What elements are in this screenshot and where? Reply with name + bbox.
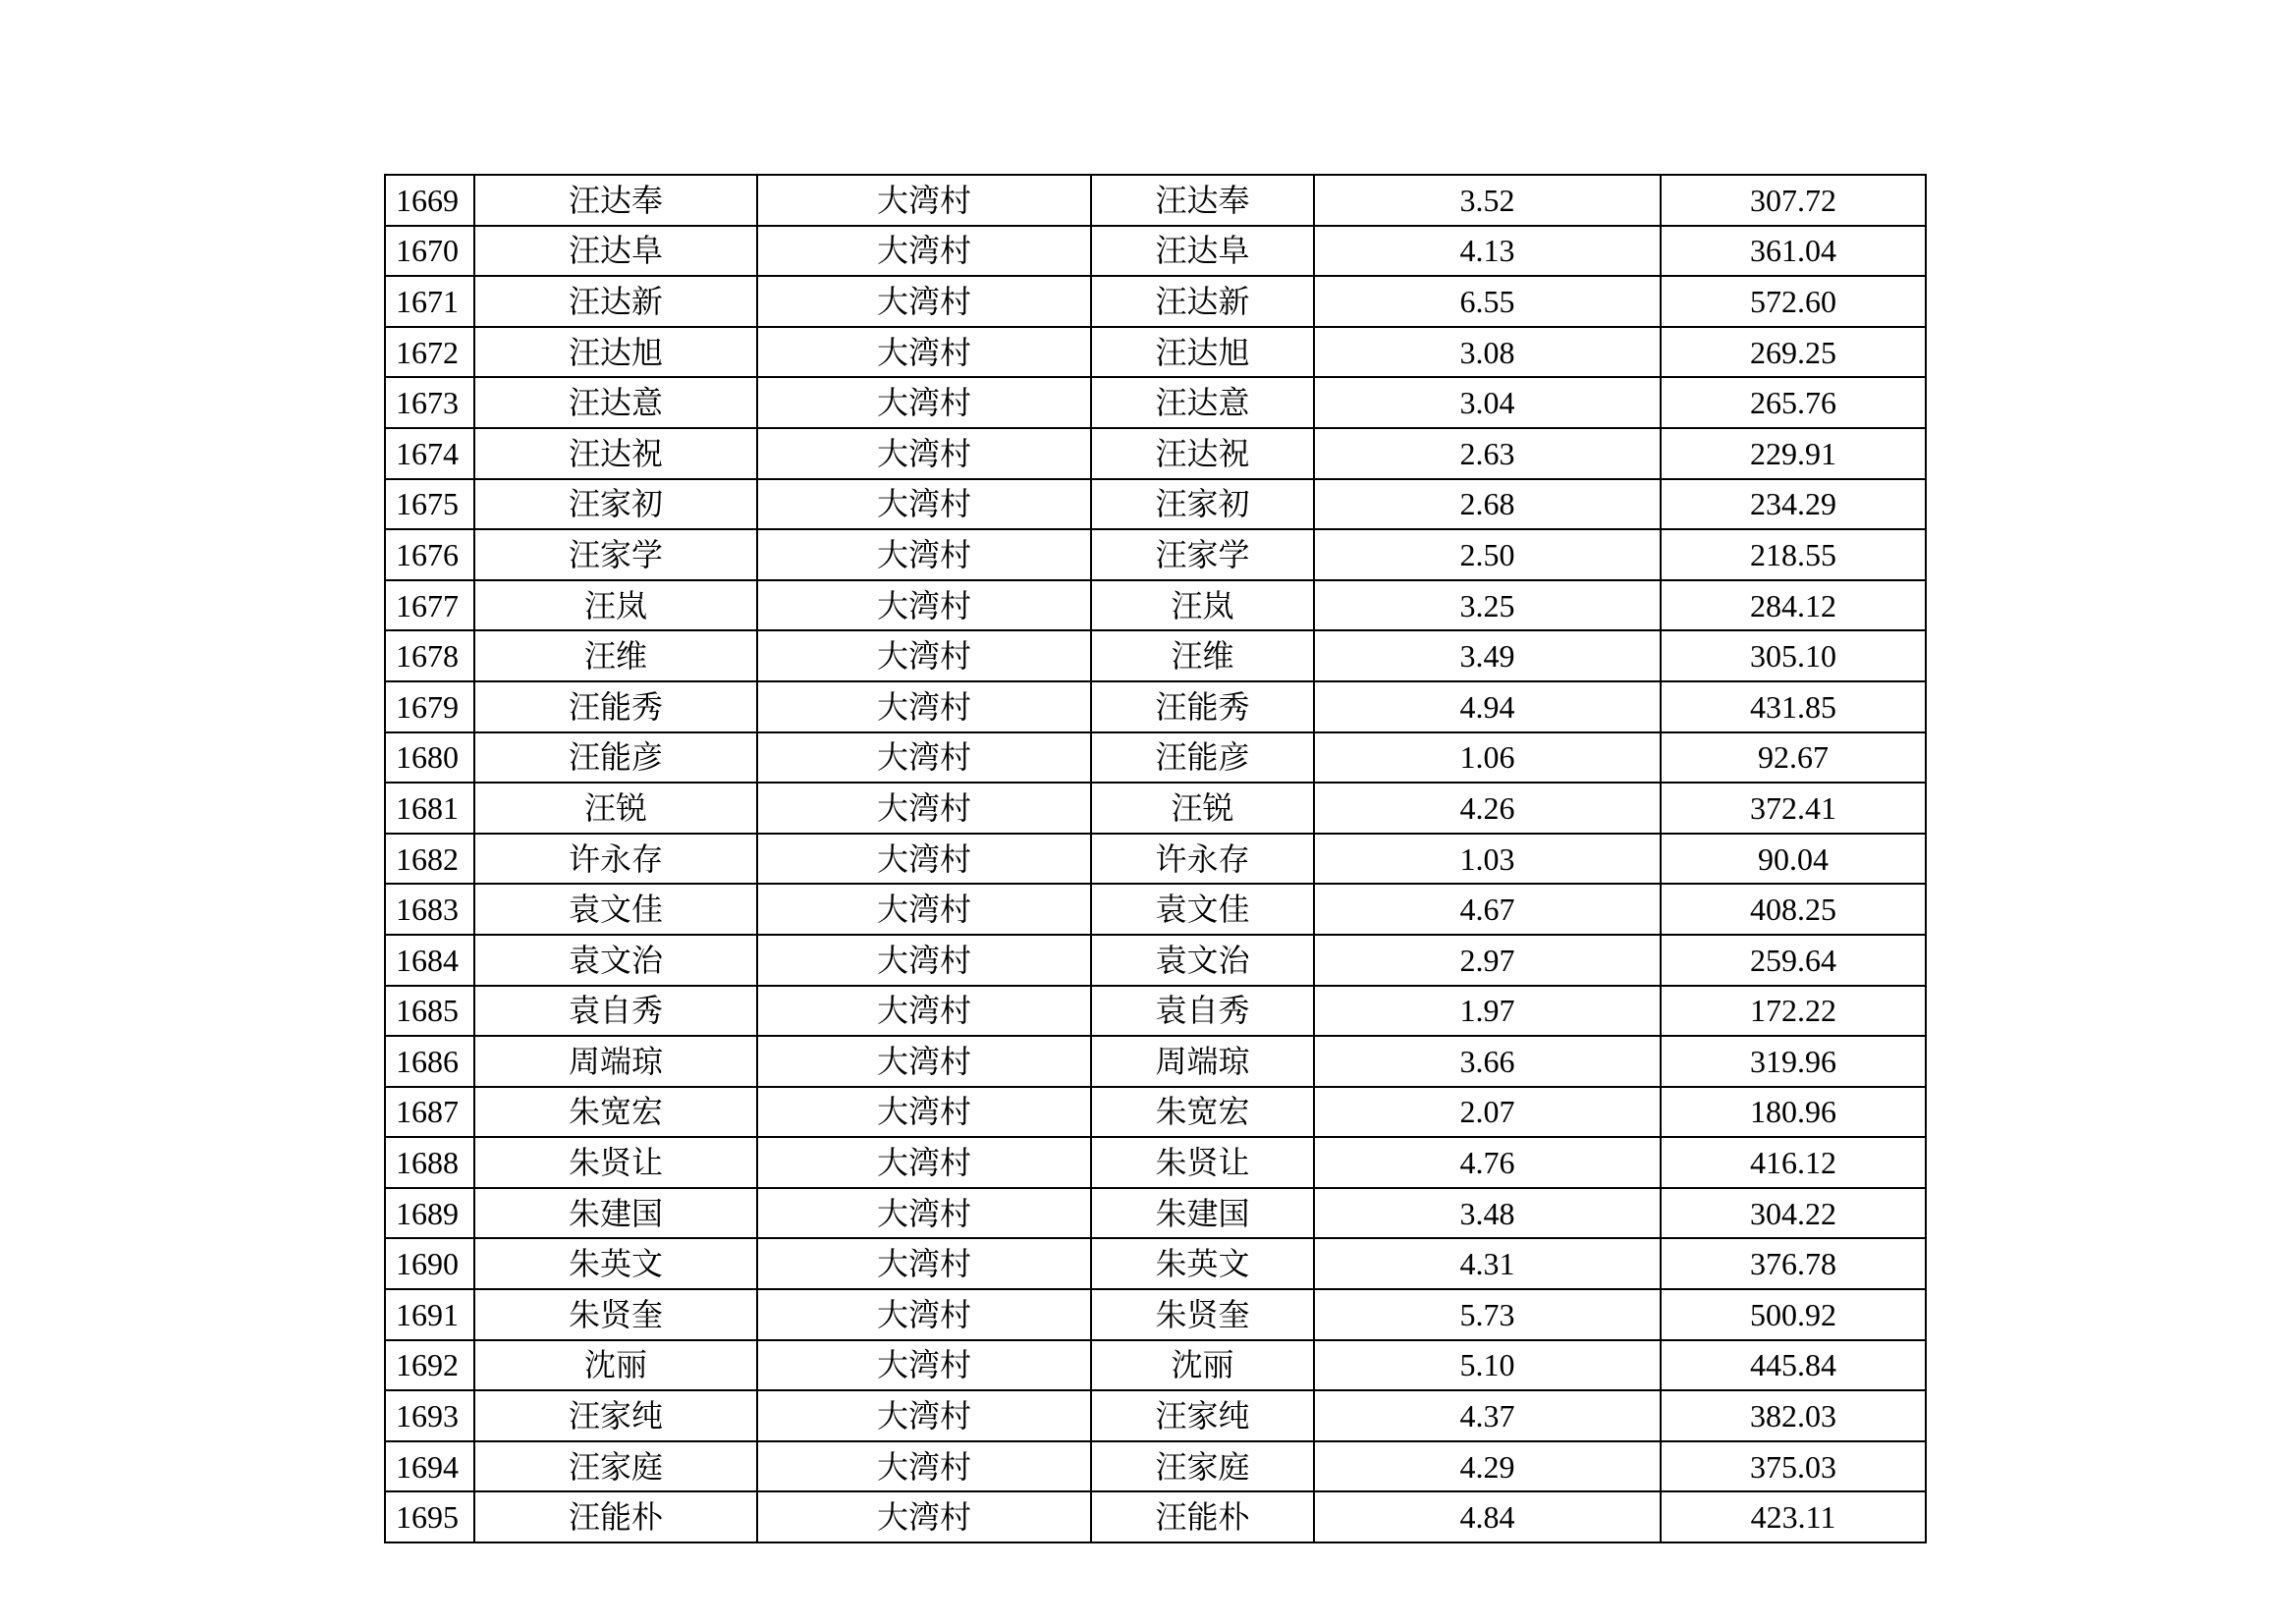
- area-cell: 4.31: [1314, 1238, 1661, 1289]
- village-cell: 大湾村: [757, 1289, 1091, 1340]
- row-number-cell: 1691: [385, 1289, 474, 1340]
- area-cell: 3.66: [1314, 1036, 1661, 1087]
- holder-cell: 汪达新: [1091, 276, 1314, 327]
- name-cell: 汪达新: [474, 276, 757, 327]
- row-number-cell: 1685: [385, 986, 474, 1037]
- table-row: [385, 428, 1926, 479]
- holder-cell: 朱贤让: [1091, 1137, 1314, 1188]
- amount-cell: 284.12: [1661, 580, 1926, 631]
- holder-cell: 朱建国: [1091, 1188, 1314, 1239]
- area-cell: 4.26: [1314, 783, 1661, 834]
- name-cell: 朱贤奎: [474, 1289, 757, 1340]
- village-cell: 大湾村: [757, 1340, 1091, 1391]
- name-cell: 汪达意: [474, 377, 757, 428]
- table-row: [385, 1087, 1926, 1138]
- area-cell: 4.13: [1314, 226, 1661, 277]
- name-cell: 汪达阜: [474, 226, 757, 277]
- amount-cell: 234.29: [1661, 479, 1926, 530]
- row-number-cell: 1680: [385, 732, 474, 784]
- name-cell: 朱贤让: [474, 1137, 757, 1188]
- amount-cell: 431.85: [1661, 681, 1926, 732]
- table-row: [385, 327, 1926, 378]
- area-cell: 2.97: [1314, 935, 1661, 986]
- table-row: [385, 226, 1926, 277]
- amount-cell: 375.03: [1661, 1441, 1926, 1492]
- amount-cell: 92.67: [1661, 732, 1926, 784]
- holder-cell: 汪家学: [1091, 529, 1314, 580]
- area-cell: 1.97: [1314, 986, 1661, 1037]
- village-cell: 大湾村: [757, 580, 1091, 631]
- row-number-cell: 1679: [385, 681, 474, 732]
- holder-cell: 朱英文: [1091, 1238, 1314, 1289]
- holder-cell: 周端琼: [1091, 1036, 1314, 1087]
- table-row: [385, 276, 1926, 327]
- area-cell: 3.25: [1314, 580, 1661, 631]
- village-cell: 大湾村: [757, 1238, 1091, 1289]
- area-cell: 4.29: [1314, 1441, 1661, 1492]
- table-row: [385, 935, 1926, 986]
- holder-cell: 汪锐: [1091, 783, 1314, 834]
- area-cell: 2.68: [1314, 479, 1661, 530]
- table-row: [385, 529, 1926, 580]
- village-cell: 大湾村: [757, 226, 1091, 277]
- village-cell: 大湾村: [757, 1137, 1091, 1188]
- holder-cell: 沈丽: [1091, 1340, 1314, 1391]
- area-cell: 3.48: [1314, 1188, 1661, 1239]
- amount-cell: 376.78: [1661, 1238, 1926, 1289]
- holder-cell: 许永存: [1091, 834, 1314, 885]
- table-row: [385, 1238, 1926, 1289]
- name-cell: 汪达奉: [474, 175, 757, 226]
- holder-cell: 汪维: [1091, 630, 1314, 681]
- holder-cell: 汪能秀: [1091, 681, 1314, 732]
- village-cell: 大湾村: [757, 1441, 1091, 1492]
- amount-cell: 361.04: [1661, 226, 1926, 277]
- table-row: [385, 377, 1926, 428]
- village-cell: 大湾村: [757, 529, 1091, 580]
- holder-cell: 袁文治: [1091, 935, 1314, 986]
- area-cell: 4.76: [1314, 1137, 1661, 1188]
- area-cell: 6.55: [1314, 276, 1661, 327]
- name-cell: 汪达祝: [474, 428, 757, 479]
- row-number-cell: 1669: [385, 175, 474, 226]
- row-number-cell: 1694: [385, 1441, 474, 1492]
- area-cell: 3.49: [1314, 630, 1661, 681]
- name-cell: 许永存: [474, 834, 757, 885]
- area-cell: 4.94: [1314, 681, 1661, 732]
- area-cell: 5.10: [1314, 1340, 1661, 1391]
- amount-cell: 304.22: [1661, 1188, 1926, 1239]
- village-cell: 大湾村: [757, 935, 1091, 986]
- village-cell: 大湾村: [757, 1390, 1091, 1441]
- village-cell: 大湾村: [757, 834, 1091, 885]
- amount-cell: 408.25: [1661, 884, 1926, 935]
- table-row: [385, 580, 1926, 631]
- name-cell: 袁文佳: [474, 884, 757, 935]
- area-cell: 2.63: [1314, 428, 1661, 479]
- amount-cell: 90.04: [1661, 834, 1926, 885]
- table-row: [385, 884, 1926, 935]
- village-cell: 大湾村: [757, 681, 1091, 732]
- holder-cell: 袁自秀: [1091, 986, 1314, 1037]
- area-cell: 3.08: [1314, 327, 1661, 378]
- table-row: [385, 1188, 1926, 1239]
- row-number-cell: 1678: [385, 630, 474, 681]
- holder-cell: 汪达旭: [1091, 327, 1314, 378]
- holder-cell: 汪达阜: [1091, 226, 1314, 277]
- amount-cell: 319.96: [1661, 1036, 1926, 1087]
- row-number-cell: 1681: [385, 783, 474, 834]
- name-cell: 汪达旭: [474, 327, 757, 378]
- name-cell: 汪维: [474, 630, 757, 681]
- village-cell: 大湾村: [757, 377, 1091, 428]
- holder-cell: 汪达奉: [1091, 175, 1314, 226]
- table-row: [385, 630, 1926, 681]
- village-cell: 大湾村: [757, 630, 1091, 681]
- row-number-cell: 1672: [385, 327, 474, 378]
- amount-cell: 259.64: [1661, 935, 1926, 986]
- area-cell: 4.67: [1314, 884, 1661, 935]
- row-number-cell: 1693: [385, 1390, 474, 1441]
- amount-cell: 305.10: [1661, 630, 1926, 681]
- amount-cell: 445.84: [1661, 1340, 1926, 1391]
- area-cell: 1.06: [1314, 732, 1661, 784]
- table-row: [385, 783, 1926, 834]
- village-cell: 大湾村: [757, 327, 1091, 378]
- table-row: [385, 175, 1926, 226]
- village-cell: 大湾村: [757, 175, 1091, 226]
- name-cell: 汪能彦: [474, 732, 757, 784]
- village-cell: 大湾村: [757, 986, 1091, 1037]
- area-cell: 4.37: [1314, 1390, 1661, 1441]
- row-number-cell: 1688: [385, 1137, 474, 1188]
- table-row: [385, 681, 1926, 732]
- amount-cell: 416.12: [1661, 1137, 1926, 1188]
- amount-cell: 229.91: [1661, 428, 1926, 479]
- name-cell: 汪岚: [474, 580, 757, 631]
- table-row: [385, 479, 1926, 530]
- table-row: [385, 986, 1926, 1037]
- area-cell: 1.03: [1314, 834, 1661, 885]
- village-cell: 大湾村: [757, 479, 1091, 530]
- holder-cell: 汪家纯: [1091, 1390, 1314, 1441]
- row-number-cell: 1676: [385, 529, 474, 580]
- table-row: [385, 1491, 1926, 1542]
- table-row: [385, 1441, 1926, 1492]
- area-cell: 3.52: [1314, 175, 1661, 226]
- holder-cell: 朱宽宏: [1091, 1087, 1314, 1138]
- table-body: [385, 175, 1926, 1542]
- name-cell: 袁自秀: [474, 986, 757, 1037]
- name-cell: 汪家庭: [474, 1441, 757, 1492]
- village-cell: 大湾村: [757, 783, 1091, 834]
- holder-cell: 汪岚: [1091, 580, 1314, 631]
- row-number-cell: 1682: [385, 834, 474, 885]
- amount-cell: 382.03: [1661, 1390, 1926, 1441]
- amount-cell: 372.41: [1661, 783, 1926, 834]
- name-cell: 汪能秀: [474, 681, 757, 732]
- row-number-cell: 1684: [385, 935, 474, 986]
- row-number-cell: 1690: [385, 1238, 474, 1289]
- name-cell: 朱建国: [474, 1188, 757, 1239]
- holder-cell: 汪达祝: [1091, 428, 1314, 479]
- holder-cell: 汪家庭: [1091, 1441, 1314, 1492]
- amount-cell: 500.92: [1661, 1289, 1926, 1340]
- row-number-cell: 1677: [385, 580, 474, 631]
- holder-cell: 汪能彦: [1091, 732, 1314, 784]
- table-row: [385, 1289, 1926, 1340]
- name-cell: 汪能朴: [474, 1491, 757, 1542]
- village-cell: 大湾村: [757, 732, 1091, 784]
- holder-cell: 汪家初: [1091, 479, 1314, 530]
- amount-cell: 218.55: [1661, 529, 1926, 580]
- name-cell: 沈丽: [474, 1340, 757, 1391]
- amount-cell: 265.76: [1661, 377, 1926, 428]
- village-cell: 大湾村: [757, 1087, 1091, 1138]
- village-cell: 大湾村: [757, 884, 1091, 935]
- area-cell: 2.07: [1314, 1087, 1661, 1138]
- table-row: [385, 1036, 1926, 1087]
- village-cell: 大湾村: [757, 1188, 1091, 1239]
- amount-cell: 423.11: [1661, 1491, 1926, 1542]
- name-cell: 朱英文: [474, 1238, 757, 1289]
- amount-cell: 180.96: [1661, 1087, 1926, 1138]
- village-cell: 大湾村: [757, 1036, 1091, 1087]
- amount-cell: 307.72: [1661, 175, 1926, 226]
- village-cell: 大湾村: [757, 276, 1091, 327]
- area-cell: 2.50: [1314, 529, 1661, 580]
- row-number-cell: 1673: [385, 377, 474, 428]
- area-cell: 3.04: [1314, 377, 1661, 428]
- table-row: [385, 732, 1926, 784]
- name-cell: 汪家学: [474, 529, 757, 580]
- amount-cell: 572.60: [1661, 276, 1926, 327]
- amount-cell: 269.25: [1661, 327, 1926, 378]
- row-number-cell: 1683: [385, 884, 474, 935]
- holder-cell: 袁文佳: [1091, 884, 1314, 935]
- row-number-cell: 1670: [385, 226, 474, 277]
- table-row: [385, 834, 1926, 885]
- name-cell: 周端琼: [474, 1036, 757, 1087]
- area-cell: 5.73: [1314, 1289, 1661, 1340]
- row-number-cell: 1675: [385, 479, 474, 530]
- name-cell: 朱宽宏: [474, 1087, 757, 1138]
- area-cell: 4.84: [1314, 1491, 1661, 1542]
- name-cell: 汪家初: [474, 479, 757, 530]
- name-cell: 袁文治: [474, 935, 757, 986]
- row-number-cell: 1671: [385, 276, 474, 327]
- table-row: [385, 1137, 1926, 1188]
- row-number-cell: 1674: [385, 428, 474, 479]
- row-number-cell: 1692: [385, 1340, 474, 1391]
- holder-cell: 汪能朴: [1091, 1491, 1314, 1542]
- row-number-cell: 1689: [385, 1188, 474, 1239]
- village-cell: 大湾村: [757, 428, 1091, 479]
- name-cell: 汪家纯: [474, 1390, 757, 1441]
- holder-cell: 汪达意: [1091, 377, 1314, 428]
- data-table: [384, 174, 1927, 1543]
- row-number-cell: 1687: [385, 1087, 474, 1138]
- row-number-cell: 1695: [385, 1491, 474, 1542]
- row-number-cell: 1686: [385, 1036, 474, 1087]
- village-cell: 大湾村: [757, 1491, 1091, 1542]
- holder-cell: 朱贤奎: [1091, 1289, 1314, 1340]
- table-row: [385, 1390, 1926, 1441]
- table-row: [385, 1340, 1926, 1391]
- amount-cell: 172.22: [1661, 986, 1926, 1037]
- name-cell: 汪锐: [474, 783, 757, 834]
